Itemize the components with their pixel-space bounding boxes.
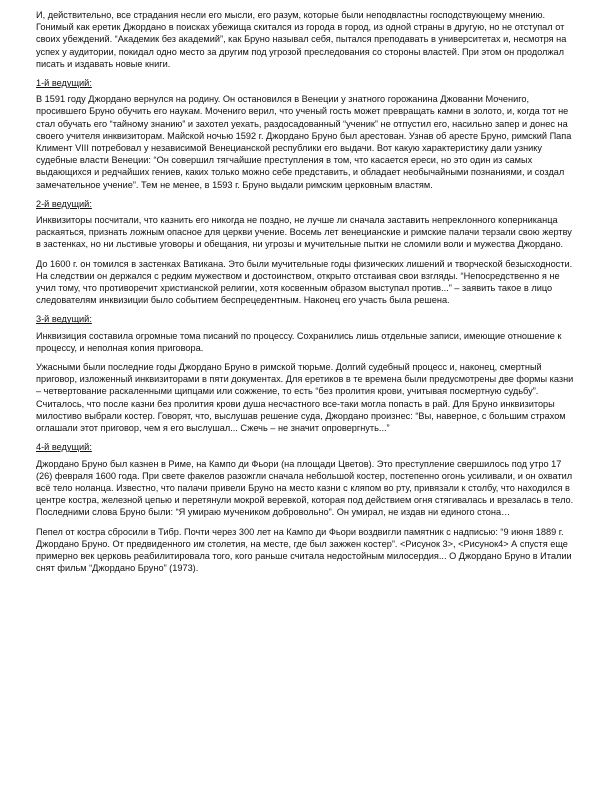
speaker-label: 2-й ведущий: bbox=[36, 198, 92, 209]
paragraph: До 1600 г. он томился в застенках Ватикана. Это были мучительные годы физических лишений и творческой безысходности. На следствии он держался с редким мужеством и достоинством, открыто отстаивая свои взгляды. “Непосредственно я не учил тому, что противоречит христианской религии, хотя косвенным образом выступал против...” – заявить такое в лицо следователям инквизиции было событием беспрецедентным. Наконец его участь была решена. bbox=[36, 258, 573, 306]
paragraph: Джордано Бруно был казнен в Риме, на Кампо ди Фьори (на площади Цветов). Это преступление свершилось под утро 17 (26) февраля 1600 года. При свете факелов разожгли сначала небольшой костер, постепенно огонь усиливали, и он охватил всё тело ноланца. Известно, что палачи привели Бруно на место казни с кляпом во рту, привязали к столбу, что находился в центре костра, железной цепью и перетянули мокрой веревкой, которая под действием огня стягивалась и врезалась в тело. Последними слова Бруно были: “Я умираю мучеником добровольно”. Он умирал, не издав ни единого стона… bbox=[36, 458, 574, 518]
speaker-label: 1-й ведущий: bbox=[36, 78, 92, 89]
paragraph: Пепел от костра сбросили в Тибр. Почти через 300 лет на Кампо ди Фьори воздвигли памятник с надписью: “9 июня 1889 г. Джордано Бруно. От предвиденного им столетия, на месте, где был зажжен костер”. <Рисунок 3>, <Рисунок4> А спустя еще примерно век церковь реабилитировала того, кого раньше считала недостойным милосердия... О Джордано Бруно в Италии снят фильм “Джордано Бруно” (1973). bbox=[36, 526, 572, 574]
speaker-label: 3-й ведущий: bbox=[36, 314, 92, 325]
paragraph: Инквизиция составила огромные тома писаний по процессу. Сохранились лишь отдельные записи, имеющие отношение к процессу, и неполная копия приговора. bbox=[36, 330, 562, 353]
paragraph: Ужасными были последние годы Джордано Бруно в римской тюрьме. Долгий судебный процесс и, наконец, смертный приговор, изложенный инквизиторами в пяти документах. Для еретиков в те времена были предусмотрены две формы казни – четвертование раскаленными щипцами или сожжение, то есть “без пролития крови, учитывая посмертную судьбу”. Считалось, что после казни без пролития крови душа несчастного все-таки могла попасть в рай. Для Бруно инквизиторы милостиво выбрали костер. Говорят, что, выслушав решение суда, Джордано произнес: “Вы, наверное, с большим страхом оглашали этот приговор, чем я его выслушал... Сжечь – не значит опровергнуть...” bbox=[36, 362, 574, 434]
paragraph: И, действительно, все страдания несли его мысли, его разум, которые были неподвластны господствующему мнению. Гонимый как еретик Джордано в поисках убежища скитался из города в город, из одной страны в другую, но не отступал от своих убеждений. “Академик без академий”, как Бруно называл себя, пытался преподавать в университетах и, несмотря на успех у аудитории, покидал одно место за другим под угрозой преследования со стороны властей. При этом он продолжал писать и издавать новые книги. bbox=[36, 10, 567, 69]
paragraph: В 1591 году Джордано вернулся на родину. Он остановился в Венеции у знатного горожанина Джованни Мочениго, просившего Бруно обучить его наукам. Мочениго верил, что ученый гость может превращать камни в золото, и, когда тот не стал обучать его “тайному знанию” и захотел уехать, раздосадованный “ученик” не отпустил его, насильно запер и донес на своего учителя инквизиторам. Майской ночью 1592 г. Джордано Бруно был арестован. Узнав об аресте Бруно, римский Папа Климент VIII потребовал у независимой Венецианской республики его выдачи. Вот какую характеристику дали узнику судебные власти Венеции: “Он совершил тягчайшие преступления в том, что касается ереси, но это один из самых выдающихся и редчайших гениев, каких только можно себе представить, и обладает необычайными познаниями, и создал замечательное учение”. Тем не менее, в 1593 г. Бруно выдали римским церковным властям. bbox=[36, 94, 572, 190]
speaker-label: 4-й ведущий: bbox=[36, 442, 92, 453]
paragraph: Инквизиторы посчитали, что казнить его никогда не поздно, не лучше ли сначала заставить непреклонного коперниканца раскаяться, признать ложным опасное для церкви учение. Восемь лет венецианские и римские палачи терзали свою жертву в застенках, но ни льстивые уговоры и обещания, ни угрозы и мучительные пытки не сломили воли и мужества Джордано. bbox=[36, 215, 572, 250]
